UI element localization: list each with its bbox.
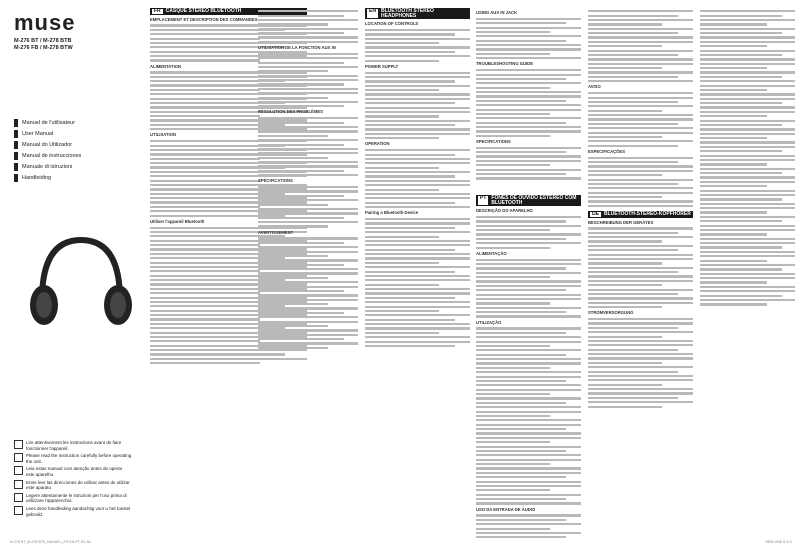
book-icon — [14, 466, 23, 475]
book-icon — [14, 506, 23, 515]
section-subtitle: SPECIFICATIONS — [476, 138, 511, 144]
language-item: User Manual — [14, 129, 134, 139]
language-item: Handleiding — [14, 173, 134, 183]
section-header: PT FONES DE OUVIDO ESTÉREO COM BLUETOOTH — [476, 195, 581, 206]
section-subtitle: RÉSOLUTION DES PROBLÈMES — [258, 109, 323, 115]
section-subtitle: EMPLACEMENT ET DESCRIPTION DES COMMANDES — [150, 16, 258, 22]
section-subtitle: SPÉCIFICATIONS — [258, 178, 293, 184]
column-pt — [476, 195, 581, 538]
note-item: Lire attentivement les instructions avant de faire fonctionner l'appareil. — [14, 440, 132, 451]
model-list — [14, 38, 73, 52]
section-header: DE BLUETOOTH-STEREO-KOPFHÖRER — [588, 211, 693, 218]
section-subtitle: USO DA ENTRADA DE ÁUDIO — [476, 506, 536, 512]
book-icon — [14, 440, 23, 449]
language-list — [14, 118, 134, 184]
section-header: FR CASQUE STÉRÉO BLUETOOTH — [150, 8, 307, 15]
section-subtitle: DESCRIÇÃO DO APARELHO — [476, 208, 533, 214]
section-subtitle: ALIMENTATION — [150, 63, 182, 69]
section-subtitle: UTILISATION — [150, 132, 176, 138]
language-item: Manuel de l'utilisateur — [14, 118, 134, 128]
model-line: M-276 FB / M-278 BTW — [14, 45, 73, 51]
language-item: Manual do Utilizador — [14, 140, 134, 150]
note-item: Legere attentamente le istruzioni per l'uso prima di utilizzare l'apparecchio. — [14, 493, 132, 504]
note-item: Leia estas manual com atenção antes de operar este aparelho. — [14, 466, 132, 477]
headphones-image — [22, 230, 140, 330]
section-subtitle: AVERTISSEMENT — [258, 229, 294, 235]
book-icon — [14, 453, 23, 462]
section-subtitle: ALIMENTAÇÃO — [476, 250, 507, 256]
model-line: M-276 BT / M-278 BTB — [14, 38, 72, 44]
brand-logo: muse — [14, 10, 76, 35]
section-subtitle: Utiliser l'appareil Bluetooth — [150, 218, 205, 224]
section-subtitle: Pairing a Bluetooth Device — [365, 210, 419, 216]
note-item: Please read the instruction carefully before operating the unit. — [14, 453, 132, 464]
section-subtitle: UTILISATION DE LA FONCTION AUX IN — [258, 45, 336, 50]
section-subtitle: USING AUX IN JACK — [476, 10, 518, 15]
section-subtitle: ESPECIFICAÇÕES — [588, 148, 625, 154]
section-subtitle: TROUBLESHOOTING GUIDE — [476, 61, 533, 67]
section-header: EN BLUETOOTH STEREO HEADPHONES — [365, 8, 470, 19]
footer-right: NEW ONE S.A.S — [765, 540, 792, 544]
column-en-2 — [476, 8, 581, 180]
column-fr-2 — [258, 8, 358, 349]
book-icon — [14, 480, 23, 489]
section-subtitle: POWER SUPPLY — [365, 63, 399, 69]
section-subtitle: OPERATION — [365, 141, 390, 147]
footer-left: M-276 BT_M-278 BTB_MANUEL_FR-EN-PT-DE-NL — [10, 540, 92, 544]
note-item: Lees deze handleiding aandachtig voor u het toestel gebruikt. — [14, 506, 132, 517]
column-pt-de — [588, 8, 693, 408]
section-subtitle: UTILIZAÇÃO — [476, 319, 502, 325]
language-item: Manual de instrucciones — [14, 151, 134, 161]
section-subtitle: LOCATION OF CONTROLS — [365, 21, 419, 27]
note-item: Entre leer las direcciones de utilizar antes de utilizar este aparato. — [14, 480, 132, 491]
section-subtitle: STROMVERSORGUNG — [588, 310, 634, 316]
section-subtitle: BESCHREIBUNG DER GERÄTES — [588, 219, 654, 225]
language-item: Manuale di istruzioni — [14, 162, 134, 172]
column-de-2 — [700, 8, 795, 306]
safety-notes — [14, 440, 132, 519]
column-en — [365, 8, 470, 347]
section-subtitle: AVISO — [588, 84, 601, 90]
book-icon — [14, 493, 23, 502]
